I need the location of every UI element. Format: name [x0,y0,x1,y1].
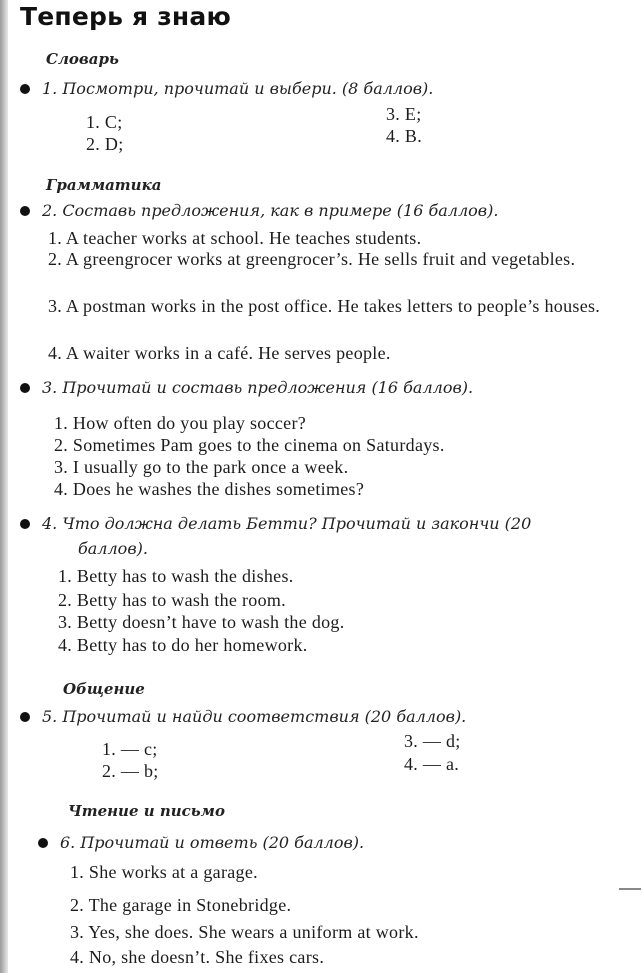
bullet-icon [20,519,30,529]
task-1-answer-2: 2. D; [86,134,124,154]
bullet-icon [20,712,30,722]
task-5-text: 5. Прочитай и найди соответствия (20 баллов). [42,707,467,726]
bullet-icon [20,84,30,94]
task-4-answer-2: 2. Betty has to wash the room. [58,590,286,610]
page-title: Теперь я знаю [20,2,231,31]
task-5-instruction [20,707,466,726]
task-4-text: 4. Что должна делать Бетти? Прочитай и закончи (20 [42,514,532,533]
task-6-answer-4: 4. No, she doesn’t. She fixes cars. [70,947,325,967]
bullet-icon [20,383,30,393]
task-1-answer-4: 4. B. [386,126,423,146]
task-2-text: 2. Составь предложения, как в примере (16 баллов). [42,201,499,220]
task-1-answer-1: 1. C; [86,112,123,132]
section-heading-reading-writing: Чтение и письмо [68,802,225,820]
task-1-answer-3: 3. E; [386,104,422,124]
task-5-answer-3: 3. — d; [404,731,461,751]
task-2-answer-4: 4. A waiter works in a café. He serves people. [48,343,391,363]
task-4-answer-4: 4. Betty has to do her homework. [58,635,308,655]
bullet-icon [20,206,30,216]
task-3-answer-3: 3. I usually go to the park once a week. [54,457,349,477]
section-heading-vocabulary: Словарь [46,50,119,68]
task-1-text: 1. Посмотри, прочитай и выбери. (8 баллов). [42,79,434,98]
task-5-answer-1: 1. — c; [102,739,158,759]
task-6-text: 6. Прочитай и ответь (20 баллов). [60,833,365,852]
task-6-answer-3: 3. Yes, she does. She wears a uniform at work. [70,922,419,942]
scan-mark [619,888,641,890]
task-4-answer-3: 3. Betty doesn’t have to wash the dog. [58,612,345,632]
section-heading-communication: Общение [63,680,145,698]
task-3-text: 3. Прочитай и составь предложения (16 баллов). [42,378,474,397]
task-6-answer-2: 2. The garage in Stonebridge. [70,895,292,915]
task-3-instruction [20,378,473,397]
task-5-answer-2: 2. — b; [102,761,159,781]
task-2-answer-2: 2. A greengrocer works at greengrocer’s. He sells fruit and vegetables. [48,249,576,269]
task-2-answer-3: 3. A postman works in the post office. He takes letters to people’s houses. [48,296,601,316]
task-2-answer-1: 1. A teacher works at school. He teaches students. [48,228,422,248]
task-2-instruction [20,201,498,220]
task-4-answer-1: 1. Betty has to wash the dishes. [58,566,294,586]
task-4-instruction-cont: баллов). [78,539,148,558]
task-3-answer-4: 4. Does he washes the dishes sometimes? [54,479,365,499]
task-1-instruction [20,79,433,98]
scan-edge-shadow [0,0,8,973]
task-3-answer-2: 2. Sometimes Pam goes to the cinema on Saturdays. [54,435,445,455]
task-6-instruction [38,833,364,852]
bullet-icon [38,838,48,848]
task-4-instruction [20,514,531,533]
section-heading-grammar: Грамматика [46,176,162,194]
task-5-answer-4: 4. — a. [404,754,460,774]
task-3-answer-1: 1. How often do you play soccer? [54,413,307,433]
task-6-answer-1: 1. She works at a garage. [70,862,258,882]
